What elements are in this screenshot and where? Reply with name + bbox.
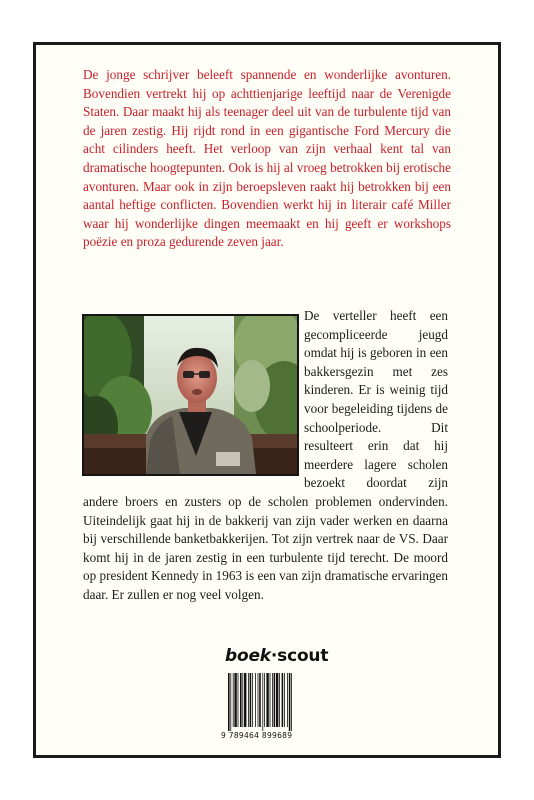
barcode-bar bbox=[252, 673, 253, 727]
barcode-bar bbox=[258, 673, 259, 727]
barcode-bar bbox=[242, 673, 243, 727]
barcode-bar bbox=[233, 673, 234, 727]
barcode-bar bbox=[250, 673, 252, 727]
barcode-bar bbox=[255, 673, 256, 727]
author-story-content: De verteller heeft een gecompliceerde jeugd omdat hij is geboren in een bakkersgezin met zes kinderen. Er is weinig tijd voor begeleiding tijdens de schoolperiode. Dit resulteert erin dat hij meerdere lagere scholen bezoekt doordat zijn andere broers en zusters op de scholen problemen ondervinden. Uiteindelijk gaat hij in de bakkerij van zijn vader werken en daarna bij verschillende banketbakkerijen. Tot zijn vertrek naar de VS. Daar komt hij in de jaren zestig in een turbulente tijd terecht. De moord op president Kennedy in 1963 is een van zijn dramatische ervaringen daar. Er zullen er nog veel volgen. bbox=[83, 308, 448, 602]
barcode-bar bbox=[289, 673, 291, 731]
barcode-bar bbox=[279, 673, 280, 727]
barcode-bar bbox=[272, 673, 273, 727]
barcode-bar bbox=[244, 673, 246, 727]
barcode-bar bbox=[270, 673, 271, 727]
publisher-logo bbox=[225, 646, 328, 666]
publisher-logo-part2: scout bbox=[277, 646, 329, 666]
intro-blurb: De jonge schrijver beleeft spannende en wonderlijke avonturen. Bovendien vertrekt hij op achttienjarige leeftijd naar de Verenigde Staten. Daar maakt hij als teenager deel uit van de turbulente tijd van de jaren zestig. Hij rijdt rond in een gigantische Ford Mercury die acht cilinders heeft. Het verloop van zijn verhaal kent tal van dramatische hoogtepunten. Ook is hij al vroeg betrokken bij erotische avonturen. Maar ook in zijn beroepsleven raakt hij betrokken bij een aantal heftige conflicten. Bovendien werkt hij in literair café Miller waar hij wonderlijke dingen meemaakt en hij geeft er workshops poëzie en proza gedurende zeven jaar. bbox=[83, 67, 451, 250]
barcode-bar bbox=[238, 673, 239, 727]
barcode-bars bbox=[227, 673, 316, 731]
barcode-bar bbox=[262, 673, 263, 731]
isbn-number: 9 789464 899689 bbox=[221, 731, 293, 740]
isbn-barcode bbox=[227, 673, 316, 731]
barcode-bar bbox=[264, 673, 265, 727]
barcode-bar bbox=[259, 673, 261, 727]
photo-wrap-spacer bbox=[83, 307, 304, 492]
barcode-bar bbox=[266, 673, 268, 727]
barcode-bar bbox=[291, 673, 292, 731]
barcode-bar bbox=[234, 673, 236, 727]
barcode-bar bbox=[274, 673, 276, 727]
barcode-bar bbox=[282, 673, 284, 727]
barcode-bar bbox=[240, 673, 242, 727]
book-back-cover bbox=[33, 42, 501, 758]
barcode-bar bbox=[248, 673, 249, 727]
publisher-logo-dot: · bbox=[270, 646, 278, 666]
barcode-bar bbox=[287, 673, 288, 727]
publisher-logo-part1: boek bbox=[225, 646, 271, 666]
barcode-bar bbox=[228, 673, 230, 731]
author-story-text bbox=[83, 307, 448, 605]
barcode-bar bbox=[230, 673, 231, 731]
barcode-bar bbox=[284, 673, 285, 727]
barcode-bar bbox=[276, 673, 278, 727]
